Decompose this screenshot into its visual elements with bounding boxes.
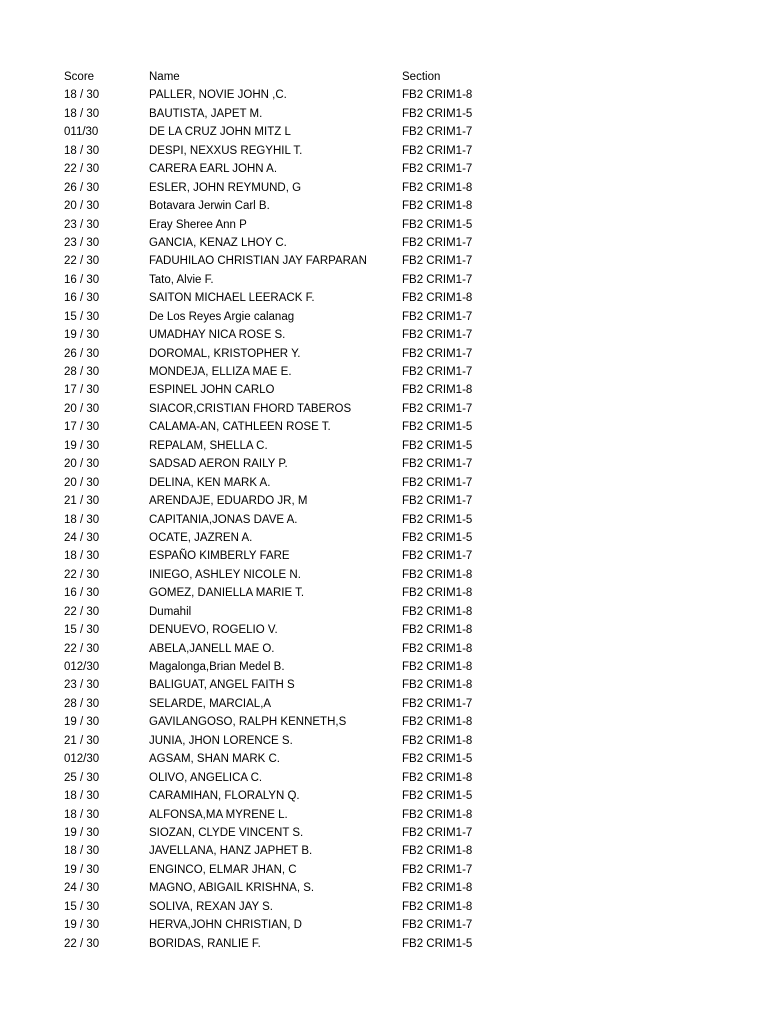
name-cell: OLIVO, ANGELICA C.: [149, 771, 263, 784]
table-row: [64, 769, 584, 787]
score-cell: 15 / 30: [64, 624, 100, 637]
section-cell: FB2 CRIM1-8: [402, 89, 473, 102]
name-cell: ESPINEL JOHN CARLO: [149, 384, 275, 397]
name-cell: JUNIA, JHON LORENCE S.: [149, 734, 293, 747]
section-cell: FB2 CRIM1-5: [402, 513, 473, 526]
score-cell: 20 / 30: [64, 200, 100, 213]
score-cell: 22 / 30: [64, 642, 100, 655]
table-row: [64, 806, 584, 824]
section-cell: FB2 CRIM1-8: [402, 568, 473, 581]
section-cell: FB2 CRIM1-8: [402, 384, 473, 397]
name-cell: JAVELLANA, HANZ JAPHET B.: [149, 845, 313, 858]
table-row: [64, 492, 584, 510]
name-cell: Eray Sheree Ann P: [149, 218, 247, 231]
name-cell: OCATE, JAZREN A.: [149, 531, 253, 544]
table-row: [64, 289, 584, 307]
name-cell: SIOZAN, CLYDE VINCENT S.: [149, 826, 304, 839]
section-cell: FB2 CRIM1-8: [402, 661, 473, 673]
section-cell: FB2 CRIM1-7: [402, 329, 473, 342]
table-row: [64, 123, 584, 141]
name-cell: GOMEZ, DANIELLA MARIE T.: [149, 587, 305, 600]
table-row: [64, 603, 584, 621]
name-cell: De Los Reyes Argie calanag: [149, 310, 295, 323]
score-cell: 25 / 30: [64, 771, 100, 784]
table-row: [64, 842, 584, 860]
table-row: [64, 86, 584, 104]
section-cell: FB2 CRIM1-7: [402, 236, 473, 249]
name-cell: CAPITANIA,JONAS DAVE A.: [149, 513, 298, 526]
score-cell: 19 / 30: [64, 716, 100, 729]
table-row: [64, 547, 584, 565]
table-row: [64, 935, 584, 953]
table-row: [64, 345, 584, 363]
name-cell: GAVILANGOSO, RALPH KENNETH,S: [149, 716, 347, 729]
table-row: [64, 105, 584, 123]
table-row: [64, 676, 584, 694]
table-row: [64, 658, 584, 676]
name-cell: SADSAD AERON RAILY P.: [149, 458, 288, 471]
section-cell: FB2 CRIM1-5: [402, 790, 473, 803]
score-cell: 17 / 30: [64, 421, 100, 434]
table-row: [64, 824, 584, 842]
score-cell: 24 / 30: [64, 882, 100, 895]
header-score: Score: [64, 71, 95, 83]
name-cell: MONDEJA, ELLIZA MAE E.: [149, 366, 292, 378]
name-cell: Dumahil: [149, 605, 192, 618]
score-cell: 18 / 30: [64, 808, 100, 821]
section-cell: FB2 CRIM1-7: [402, 919, 473, 932]
name-cell: AGSAM, SHAN MARK C.: [149, 753, 280, 766]
table-row: [64, 142, 584, 160]
section-cell: FB2 CRIM1-5: [402, 531, 473, 544]
name-cell: BAUTISTA, JAPET M.: [149, 107, 263, 120]
name-cell: INIEGO, ASHLEY NICOLE N.: [149, 568, 301, 581]
table-row: [64, 566, 584, 584]
table-row: [64, 271, 584, 289]
section-cell: FB2 CRIM1-7: [402, 476, 473, 489]
score-cell: 20 / 30: [64, 476, 100, 489]
name-cell: BORIDAS, RANLIE F.: [149, 937, 261, 950]
name-cell: UMADHAY NICA ROSE S.: [149, 329, 286, 342]
score-rows: [64, 86, 584, 953]
header-section: Section: [402, 71, 441, 83]
name-cell: PALLER, NOVIE JOHN ,C.: [149, 89, 287, 102]
score-cell: 24 / 30: [64, 531, 100, 544]
score-cell: 16 / 30: [64, 587, 100, 600]
table-row: [64, 640, 584, 658]
name-cell: DESPI, NEXXUS REGYHIL T.: [149, 144, 303, 157]
table-row: [64, 916, 584, 934]
table-row: [64, 252, 584, 270]
score-cell: 18 / 30: [64, 845, 100, 858]
section-cell: FB2 CRIM1-5: [402, 218, 473, 231]
score-cell: 012/30: [64, 753, 100, 766]
score-cell: 16 / 30: [64, 273, 100, 286]
name-cell: DENUEVO, ROGELIO V.: [149, 624, 278, 637]
table-row: [64, 234, 584, 252]
name-cell: SIACOR,CRISTIAN FHORD TABEROS: [149, 402, 352, 415]
score-cell: 18 / 30: [64, 513, 100, 526]
score-cell: 21 / 30: [64, 495, 100, 508]
section-cell: FB2 CRIM1-5: [402, 753, 473, 766]
section-cell: FB2 CRIM1-7: [402, 310, 473, 323]
score-cell: 19 / 30: [64, 919, 100, 932]
score-cell: 21 / 30: [64, 734, 100, 747]
section-cell: FB2 CRIM1-5: [402, 421, 473, 434]
score-cell: 18 / 30: [64, 144, 100, 157]
score-cell: 22 / 30: [64, 255, 100, 268]
score-cell: 011/30: [64, 126, 99, 139]
section-cell: FB2 CRIM1-7: [402, 144, 473, 157]
score-cell: 19 / 30: [64, 826, 100, 839]
section-cell: FB2 CRIM1-5: [402, 439, 473, 452]
score-cell: 22 / 30: [64, 568, 100, 581]
section-cell: FB2 CRIM1-8: [402, 882, 473, 895]
table-row: [64, 621, 584, 639]
section-cell: FB2 CRIM1-8: [402, 605, 473, 618]
table-row: [64, 695, 584, 713]
name-cell: Magalonga,Brian Medel B.: [149, 661, 285, 673]
name-cell: ESLER, JOHN REYMUND, G: [149, 181, 302, 194]
section-cell: FB2 CRIM1-8: [402, 292, 473, 305]
section-cell: FB2 CRIM1-8: [402, 808, 473, 821]
name-cell: HERVA,JOHN CHRISTIAN, D: [149, 919, 302, 932]
name-cell: REPALAM, SHELLA C.: [149, 439, 268, 452]
name-cell: DE LA CRUZ JOHN MITZ L: [149, 126, 291, 139]
score-cell: 26 / 30: [64, 181, 100, 194]
section-cell: FB2 CRIM1-7: [402, 697, 473, 710]
name-cell: DELINA, KEN MARK A.: [149, 476, 271, 489]
score-cell: 18 / 30: [64, 107, 100, 120]
table-row: [64, 363, 584, 381]
score-cell: 19 / 30: [64, 863, 100, 876]
score-cell: 20 / 30: [64, 402, 100, 415]
score-cell: 19 / 30: [64, 439, 100, 452]
name-cell: DOROMAL, KRISTOPHER Y.: [149, 347, 301, 360]
score-cell: 012/30: [64, 661, 100, 673]
score-cell: 18 / 30: [64, 89, 100, 102]
section-cell: FB2 CRIM1-7: [402, 402, 473, 415]
score-sheet: [64, 68, 584, 953]
score-cell: 18 / 30: [64, 790, 100, 803]
section-cell: FB2 CRIM1-8: [402, 587, 473, 600]
name-cell: ARENDAJE, EDUARDO JR, M: [149, 495, 308, 508]
table-row: [64, 713, 584, 731]
name-cell: ENGINCO, ELMAR JHAN, C: [149, 863, 297, 876]
table-row: [64, 732, 584, 750]
table-row: [64, 381, 584, 399]
score-cell: 17 / 30: [64, 384, 100, 397]
table-row: [64, 455, 584, 473]
section-cell: FB2 CRIM1-7: [402, 126, 473, 139]
name-cell: Tato, Alvie F.: [149, 273, 214, 286]
section-cell: FB2 CRIM1-7: [402, 347, 473, 360]
score-cell: 15 / 30: [64, 900, 100, 913]
table-row: [64, 179, 584, 197]
section-cell: FB2 CRIM1-5: [402, 937, 473, 950]
score-cell: 22 / 30: [64, 937, 100, 950]
table-row: [64, 437, 584, 455]
table-row: [64, 529, 584, 547]
score-cell: 23 / 30: [64, 218, 100, 231]
score-cell: 26 / 30: [64, 347, 100, 360]
name-cell: BALIGUAT, ANGEL FAITH S: [149, 679, 295, 692]
name-cell: FADUHILAO CHRISTIAN JAY FARPARAN: [149, 255, 367, 268]
score-cell: 22 / 30: [64, 605, 100, 618]
name-cell: MAGNO, ABIGAIL KRISHNA, S.: [149, 882, 315, 895]
score-cell: 23 / 30: [64, 236, 100, 249]
table-row: [64, 326, 584, 344]
score-cell: 18 / 30: [64, 550, 100, 563]
name-cell: ABELA,JANELL MAE O.: [149, 642, 275, 655]
header-name: Name: [149, 71, 180, 83]
section-cell: FB2 CRIM1-7: [402, 863, 473, 876]
section-cell: FB2 CRIM1-7: [402, 826, 473, 839]
section-cell: FB2 CRIM1-7: [402, 550, 473, 563]
section-cell: FB2 CRIM1-7: [402, 255, 473, 268]
section-cell: FB2 CRIM1-8: [402, 624, 473, 637]
score-cell: 15 / 30: [64, 310, 100, 323]
table-row: [64, 308, 584, 326]
name-cell: SAITON MICHAEL LEERACK F.: [149, 292, 315, 305]
section-cell: FB2 CRIM1-7: [402, 495, 473, 508]
section-cell: FB2 CRIM1-7: [402, 366, 473, 378]
section-cell: FB2 CRIM1-8: [402, 200, 473, 213]
header-row: [64, 68, 584, 86]
name-cell: CARERA EARL JOHN A.: [149, 163, 278, 176]
name-cell: Botavara Jerwin Carl B.: [149, 200, 270, 213]
section-cell: FB2 CRIM1-8: [402, 181, 473, 194]
name-cell: CALAMA-AN, CATHLEEN ROSE T.: [149, 421, 331, 434]
section-cell: FB2 CRIM1-8: [402, 845, 473, 858]
section-cell: FB2 CRIM1-7: [402, 163, 473, 176]
section-cell: FB2 CRIM1-7: [402, 458, 473, 471]
section-cell: FB2 CRIM1-8: [402, 642, 473, 655]
name-cell: SELARDE, MARCIAL,A: [149, 697, 272, 710]
table-row: [64, 197, 584, 215]
table-row: [64, 474, 584, 492]
score-cell: 28 / 30: [64, 366, 100, 378]
score-cell: 28 / 30: [64, 697, 100, 710]
section-cell: FB2 CRIM1-8: [402, 734, 473, 747]
table-row: [64, 511, 584, 529]
table-row: [64, 160, 584, 178]
score-cell: 19 / 30: [64, 329, 100, 342]
table-row: [64, 861, 584, 879]
name-cell: ESPAÑO KIMBERLY FARE: [149, 550, 290, 563]
table-row: [64, 879, 584, 897]
table-row: [64, 400, 584, 418]
score-cell: 23 / 30: [64, 679, 100, 692]
table-row: [64, 584, 584, 602]
section-cell: FB2 CRIM1-8: [402, 771, 473, 784]
section-cell: FB2 CRIM1-8: [402, 679, 473, 692]
score-cell: 16 / 30: [64, 292, 100, 305]
section-cell: FB2 CRIM1-5: [402, 107, 473, 120]
table-row: [64, 418, 584, 436]
section-cell: FB2 CRIM1-8: [402, 900, 473, 913]
section-cell: FB2 CRIM1-8: [402, 716, 473, 729]
table-row: [64, 898, 584, 916]
table-row: [64, 216, 584, 234]
table-row: [64, 787, 584, 805]
name-cell: SOLIVA, REXAN JAY S.: [149, 900, 273, 913]
table-row: [64, 750, 584, 768]
score-cell: 20 / 30: [64, 458, 100, 471]
name-cell: GANCIA, KENAZ LHOY C.: [149, 236, 287, 249]
score-cell: 22 / 30: [64, 163, 100, 176]
name-cell: CARAMIHAN, FLORALYN Q.: [149, 790, 300, 803]
section-cell: FB2 CRIM1-7: [402, 273, 473, 286]
name-cell: ALFONSA,MA MYRENE L.: [149, 808, 288, 821]
